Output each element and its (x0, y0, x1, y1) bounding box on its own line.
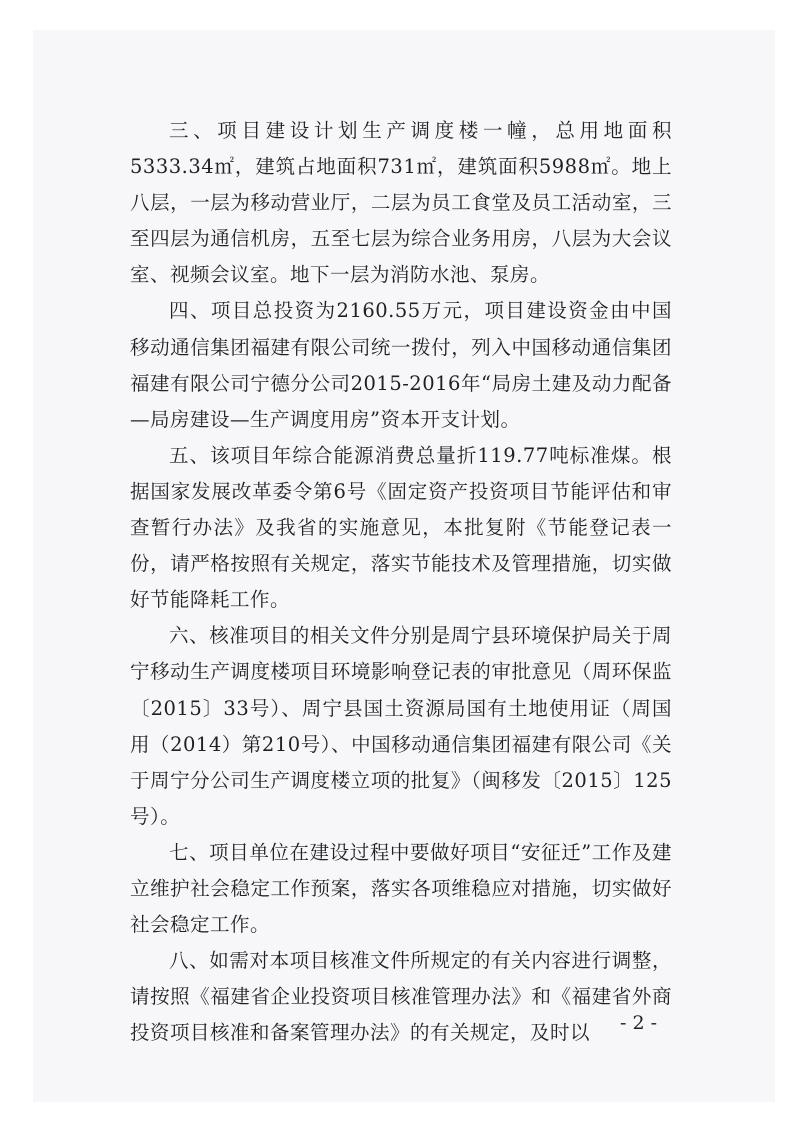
paragraph-social-stability: 七、项目单位在建设过程中要做好项目“安征迁”工作及建立维护社会稳定工作预案，落实各项维稳应对措施，切实做好社会稳定工作。 (130, 840, 672, 937)
document-body (130, 113, 672, 1051)
page-number: - 2 - (620, 1012, 658, 1034)
paragraph-project-construction: 三、项目建设计划生产调度楼一幢，总用地面积5333.34㎡，建筑占地面积731㎡，建筑面积5988㎡。地上八层，一层为移动营业厅，二层为员工食堂及员工活动室，三至四层为通信机房，五至七层为综合业务用房，八层为大会议室、视频会议室。地下一层为消防水池、泵房。 (130, 119, 672, 287)
paragraph-adjustment: 八、如需对本项目核准文件所规定的有关内容进行调整，请按照《福建省企业投资项目核准管理办法》和《福建省外商投资项目核准和备案管理办法》的有关规定，及时以 (130, 949, 672, 1045)
paragraph-related-documents: 六、核准项目的相关文件分别是周宁县环境保护局关于周宁移动生产调度楼项目环境影响登记表的审批意见（周环保监〔2015〕33号）、周宁县国土资源局国有土地使用证（周国用（2014）第210号）、中国移动通信集团福建有限公司《关于周宁分公司生产调度楼立项的批复》（闽移发〔2015〕125号）。 (130, 624, 672, 828)
paragraph-total-investment: 四、项目总投资为2160.55万元，项目建设资金由中国移动通信集团福建有限公司统一拨付，列入中国移动通信集团福建有限公司宁德分公司2015-2016年“局房土建及动力配备—局房建设—生产调度用房”资本开支计划。 (130, 299, 672, 431)
paragraph-energy-consumption: 五、该项目年综合能源消费总量折119.77吨标准煤。根据国家发展改革委令第6号《固定资产投资项目节能评估和审查暂行办法》及我省的实施意见，本批复附《节能登记表一份，请严格按照有关规定，落实节能技术及管理措施，切实做好节能降耗工作。 (130, 443, 672, 612)
